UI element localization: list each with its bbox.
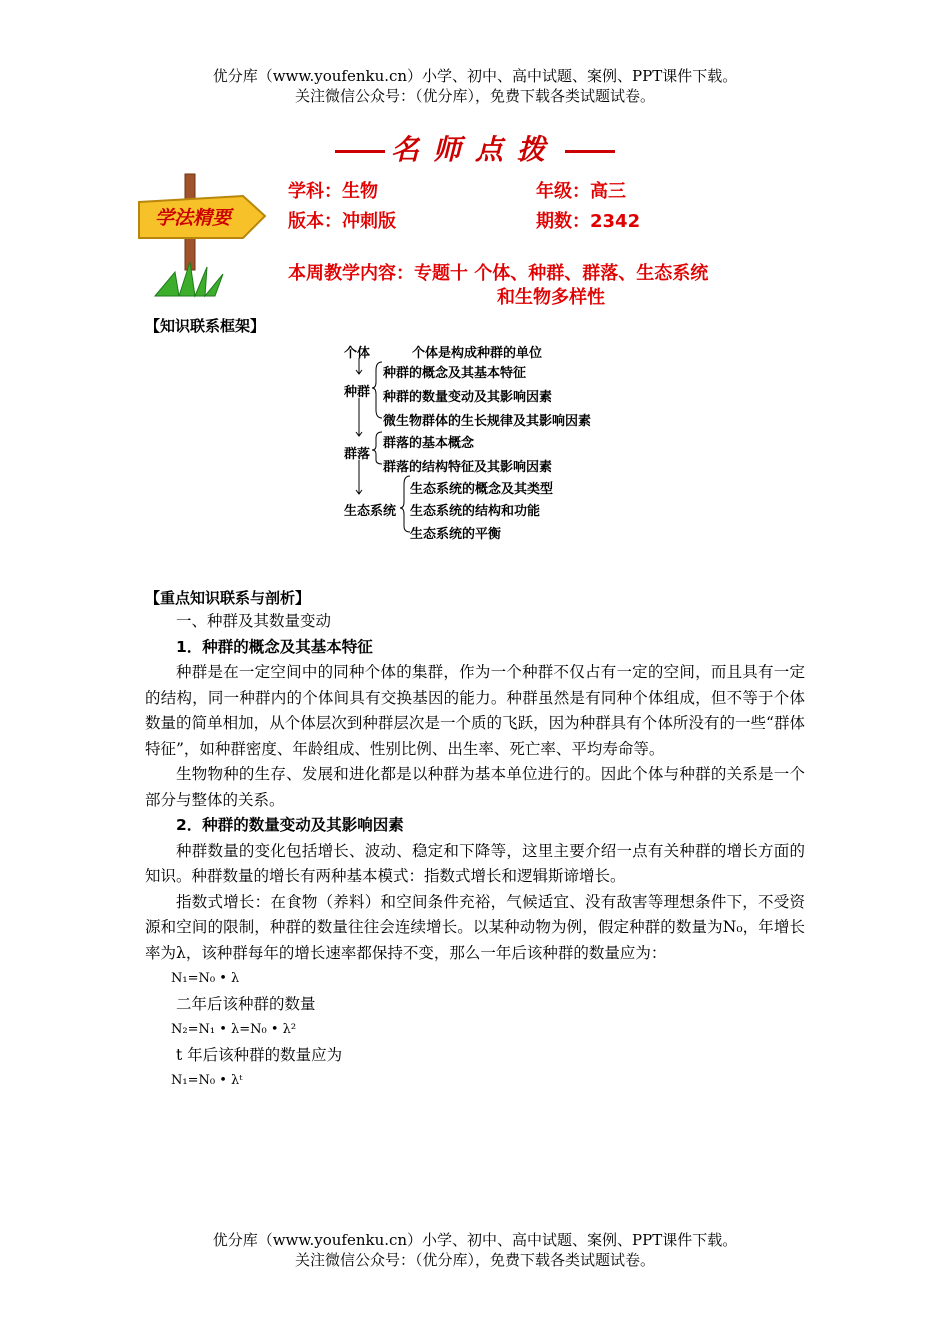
header-line1: 优分库（www.youfenku.cn）小学、初中、高中试题、案例、PPT课件下载。 [212,67,738,85]
paragraph-4: 指数式增长：在食物（养料）和空间条件充裕，气候适宜、没有敌害等理想条件下，不受资源和空间的限制，种群的数量往往会连续增长。以某种动物为例，假定种群的数量为N₀，年增长率为λ，该种群每年的增长速率都保持不变，那么一年后该种群的数量应为： [145,892,805,962]
title-text: 名师点拨 [390,133,559,166]
node-population: 种群 [344,385,371,400]
info-issue: 期数：2342 [536,211,641,232]
node-ecosystem: 生态系统 [344,504,397,519]
paragraph-6: t 年后该种群的数量应为 [176,1045,343,1064]
eco-item: 生态系统的平衡 [410,527,502,542]
com-item: 群落的基本概念 [383,436,475,451]
info-content-line2: 和生物多样性 [497,287,605,308]
header-line2: 关注微信公众号：（优分库），免费下载各类试题试卷。 [294,87,655,105]
framework-heading: 【知识联系框架】 [145,317,266,335]
formula-3: N₁=N₀ • λᵗ [171,1073,243,1088]
paragraph-2: 生物物种的生存、发展和进化都是以种群为基本单位进行的。因此个体与种群的关系是一个部分与整体的关系。 [145,765,805,809]
com-item: 群落的结构特征及其影响因素 [383,460,553,475]
header-top [0,66,950,106]
formula-2: N₂=N₁ • λ=N₀ • λ² [171,1022,297,1037]
subsection-1: 一、种群及其数量变动 [176,612,332,630]
page-title [0,128,950,168]
node-individual-desc: 个体是构成种群的单位 [412,346,543,361]
node-community: 群落 [344,447,371,462]
title-rule-left [335,150,385,153]
paragraph-3: 种群数量的变化包括增长、波动、稳定和下降等，这里主要介绍一点有关种群的增长方面的知识。种群数量的增长有两种基本模式：指数式增长和逻辑斯谛增长。 [145,841,805,885]
signpost-badge [135,172,275,300]
pop-item: 种群的概念及其基本特征 [383,366,527,381]
info-content-line1: 本周教学内容：专题十 个体、种群、群落、生态系统 [288,263,709,284]
footer-line1: 优分库（www.youfenku.cn）小学、初中、高中试题、案例、PPT课件下载。 [212,1231,738,1249]
footer [0,1230,950,1270]
paragraph-1: 种群是在一定空间中的同种个体的集群，作为一个种群不仅占有一定的空间，而且具有一定的结构，同一种群内的个体间具有交换基因的能力。种群虽然是有同种个体组成，但不等于个体数量的简单相加，从个体层次到种群层次是一个质的飞跃，因为种群具有个体所没有的一些“群体特征”，如种群密度、年龄组成、性别比例、出生率、死亡率、平均寿命等。 [145,663,805,758]
node-individual: 个体 [344,346,371,361]
eco-item: 生态系统的结构和功能 [410,504,541,519]
analysis-body [145,609,805,1094]
heading-2: 2．种群的数量变动及其影响因素 [176,816,404,834]
info-subject: 学科：生物 [288,181,378,202]
title-rule-right [565,150,615,153]
heading-1: 1．种群的概念及其基本特征 [176,637,373,656]
footer-line2: 关注微信公众号：（优分库），免费下载各类试题试卷。 [294,1251,655,1269]
pop-item: 微生物群体的生长规律及其影响因素 [383,414,592,429]
eco-item: 生态系统的概念及其类型 [410,482,554,497]
info-edition: 版本：冲刺版 [288,211,396,232]
paragraph-5: 二年后该种群的数量 [176,994,316,1013]
badge-text: 学法精要 [154,207,232,229]
info-grade: 年级：高三 [536,181,626,202]
pop-item: 种群的数量变动及其影响因素 [383,390,553,405]
formula-1: N₁=N₀ • λ [171,971,240,986]
analysis-heading: 【重点知识联系与剖析】 [145,589,311,607]
